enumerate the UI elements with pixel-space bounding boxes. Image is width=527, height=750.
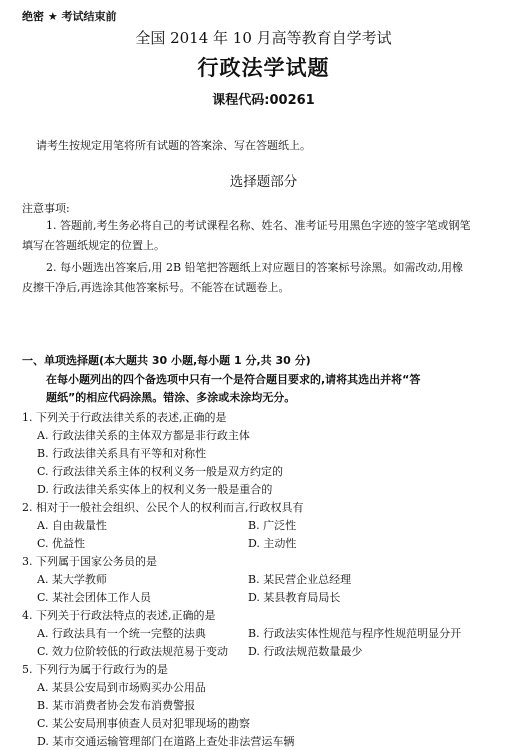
note-2-line-1: 2. 每小题选出答案后,用 2B 铅笔把答题纸上对应题目的答案标号涂黑。如需改动,用橡 bbox=[46, 261, 464, 274]
subject-title: 行政法学试题 bbox=[197, 56, 330, 80]
part-one-heading: 一、单项选择题(本大题共 30 小题,每小题 1 分,共 30 分) bbox=[22, 354, 311, 367]
note-2-line-2: 皮擦干净后,再选涂其他答案标号。不能答在试题卷上。 bbox=[22, 281, 290, 294]
part-one-instruction-line-1: 在每小题列出的四个备选项中只有一个是符合题目要求的,请将其选出并将“答 bbox=[46, 373, 421, 386]
part-one-instruction-line-2: 题纸”的相应代码涂黑。错涂、多涂或未涂均无分。 bbox=[46, 391, 296, 404]
notes-label: 注意事项: bbox=[22, 202, 70, 215]
note-1-line-1: 1. 答题前,考生务必将自己的考试课程名称、姓名、准考证号用黑色字迹的签字笔或钢笔 bbox=[46, 219, 471, 232]
exam-title: 全国 2014 年 10 月高等教育自学考试 bbox=[135, 29, 392, 47]
question-3-option-d: D. 某县教育局局长 bbox=[248, 591, 341, 604]
question-4-option-c: C. 效力位阶较低的行政法规范易于变动 bbox=[37, 645, 229, 658]
question-4-option-a: A. 行政法具有一个统一完整的法典 bbox=[37, 627, 206, 640]
question-4-option-b: B. 行政法实体性规范与程序性规范明显分开 bbox=[248, 627, 462, 640]
question-2-option-a: A. 自由裁量性 bbox=[37, 519, 107, 532]
question-5-option-a: A. 某县公安局到市场购买办公用品 bbox=[37, 681, 206, 694]
question-5-stem: 5. 下列行为属于行政行为的是 bbox=[22, 663, 168, 676]
question-4-stem: 4. 下列关于行政法特点的表述,正确的是 bbox=[22, 609, 216, 622]
question-1-option-c: C. 行政法律关系主体的权利义务一般是双方约定的 bbox=[37, 465, 284, 478]
question-1-option-b: B. 行政法律关系具有平等和对称性 bbox=[37, 447, 207, 460]
question-1-option-d: D. 行政法律关系实体上的权利义务一般是重合的 bbox=[37, 483, 273, 496]
question-3-stem: 3. 下列属于国家公务员的是 bbox=[22, 555, 157, 568]
section-title: 选择题部分 bbox=[229, 174, 298, 190]
question-2-option-d: D. 主动性 bbox=[248, 537, 297, 550]
question-2-stem: 2. 相对于一般社会组织、公民个人的权利而言,行政权具有 bbox=[22, 501, 304, 514]
question-3-option-b: B. 某民营企业总经理 bbox=[248, 573, 352, 586]
question-1-option-a: A. 行政法律关系的主体双方都是非行政主体 bbox=[37, 429, 250, 442]
question-5-option-d: D. 某市交通运输管理部门在道路上查处非法营运车辆 bbox=[37, 735, 295, 748]
note-1-line-2: 填写在答题纸规定的位置上。 bbox=[22, 239, 165, 252]
secret-mark: 绝密 ★ 考试结束前 bbox=[22, 10, 117, 23]
answer-instruction: 请考生按规定用笔将所有试题的答案涂、写在答题纸上。 bbox=[36, 139, 311, 152]
question-4-option-d: D. 行政法规范数量最少 bbox=[248, 645, 363, 658]
course-code: 课程代码:00261 bbox=[212, 93, 315, 108]
question-5-option-b: B. 某市消费者协会发布消费警报 bbox=[37, 699, 196, 712]
question-2-option-c: C. 优益性 bbox=[37, 537, 86, 550]
question-1-stem: 1. 下列关于行政法律关系的表述,正确的是 bbox=[22, 411, 227, 424]
question-2-option-b: B. 广泛性 bbox=[248, 519, 297, 532]
question-3-option-c: C. 某社会团体工作人员 bbox=[37, 591, 152, 604]
question-5-option-c: C. 某公安局刑事侦查人员对犯罪现场的勘察 bbox=[37, 717, 251, 730]
question-3-option-a: A. 某大学教师 bbox=[37, 573, 107, 586]
